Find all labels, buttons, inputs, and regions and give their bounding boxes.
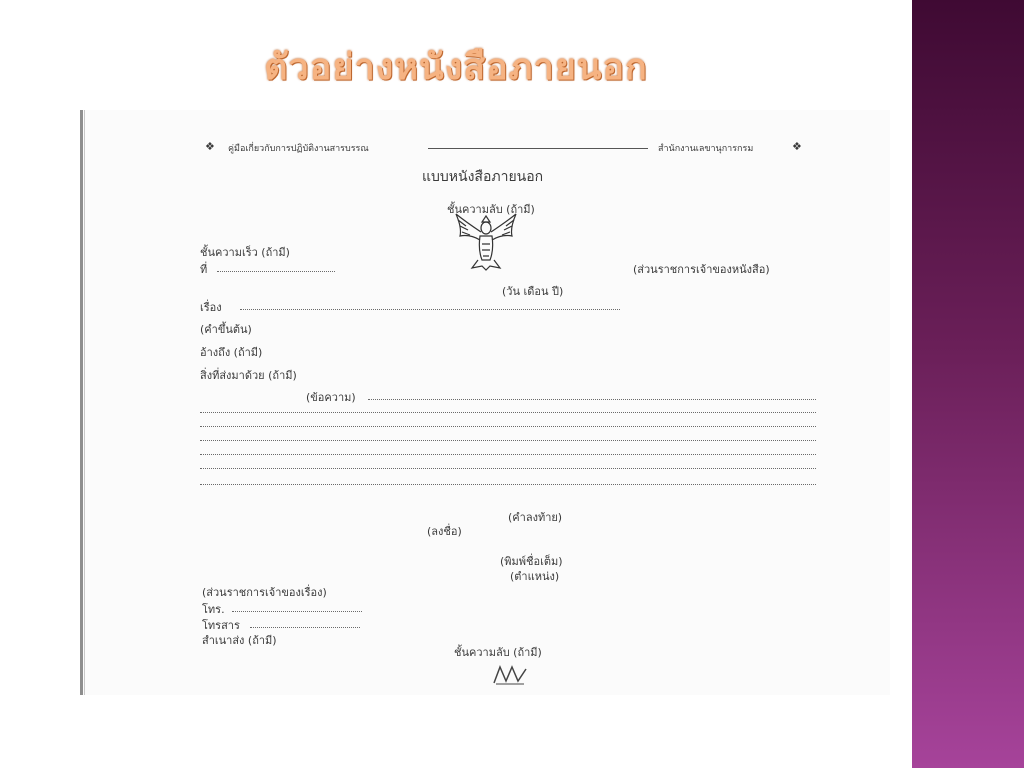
full-name: (พิมพ์ชื่อเต็ม) — [500, 555, 563, 568]
urgency-level: ชั้นความเร็ว (ถ้ามี) — [200, 246, 290, 259]
diamond-bullet-left: ❖ — [205, 140, 215, 153]
body-dots-2 — [200, 412, 816, 413]
subject-dots — [240, 309, 620, 310]
body-dots-1 — [368, 399, 816, 400]
page-edge-shadow — [84, 110, 85, 695]
diamond-bullet-right: ❖ — [792, 140, 802, 153]
body-dots-4 — [200, 440, 816, 441]
document-number-dots — [217, 271, 335, 272]
date-placeholder: (วัน เดือน ปี) — [502, 285, 564, 298]
form-title: แบบหนังสือภายนอก — [422, 169, 544, 185]
body-dots-6 — [200, 468, 816, 469]
document-scan — [80, 110, 890, 695]
position: (ตำแหน่ง) — [510, 570, 560, 583]
header-right-text: สำนักงานเลขานุการกรม — [658, 144, 754, 154]
reference-line: อ้างถึง (ถ้ามี) — [200, 346, 263, 359]
subject-label: เรื่อง — [200, 301, 222, 314]
tel-label: โทร. — [202, 603, 225, 616]
owner-agency: (ส่วนราชการเจ้าของหนังสือ) — [633, 263, 770, 276]
slide-title: ตัวอย่างหนังสือภายนอก — [264, 47, 648, 88]
garuda-emblem-icon — [452, 210, 520, 272]
stamp-mark-icon — [490, 663, 530, 687]
secrecy-level-bottom: ชั้นความลับ (ถ้ามี) — [454, 646, 542, 659]
header-left-text: คู่มือเกี่ยวกับการปฏิบัติงานสารบรรณ — [228, 144, 369, 154]
body-dots-5 — [200, 454, 816, 455]
page-edge — [80, 110, 83, 695]
copy-to: สำเนาส่ง (ถ้ามี) — [202, 634, 277, 647]
fax-dots — [250, 627, 360, 628]
secrecy-level-top: ชั้นความลับ (ถ้ามี) — [447, 203, 535, 216]
body-dots-7 — [200, 484, 816, 485]
header-rule — [428, 148, 648, 149]
body-dots-3 — [200, 426, 816, 427]
signature: (ลงชื่อ) — [427, 525, 462, 538]
enclosure-line: สิ่งที่ส่งมาด้วย (ถ้ามี) — [200, 369, 297, 382]
body-label: (ข้อความ) — [306, 391, 356, 404]
document-number-label: ที่ — [200, 263, 208, 276]
decorative-side-band — [912, 0, 1024, 768]
owner-unit: (ส่วนราชการเจ้าของเรื่อง) — [202, 586, 327, 599]
tel-dots — [232, 611, 362, 612]
fax-label: โทรสาร — [202, 619, 240, 632]
salutation: (คำขึ้นต้น) — [200, 323, 252, 336]
closing: (คำลงท้าย) — [508, 511, 563, 524]
